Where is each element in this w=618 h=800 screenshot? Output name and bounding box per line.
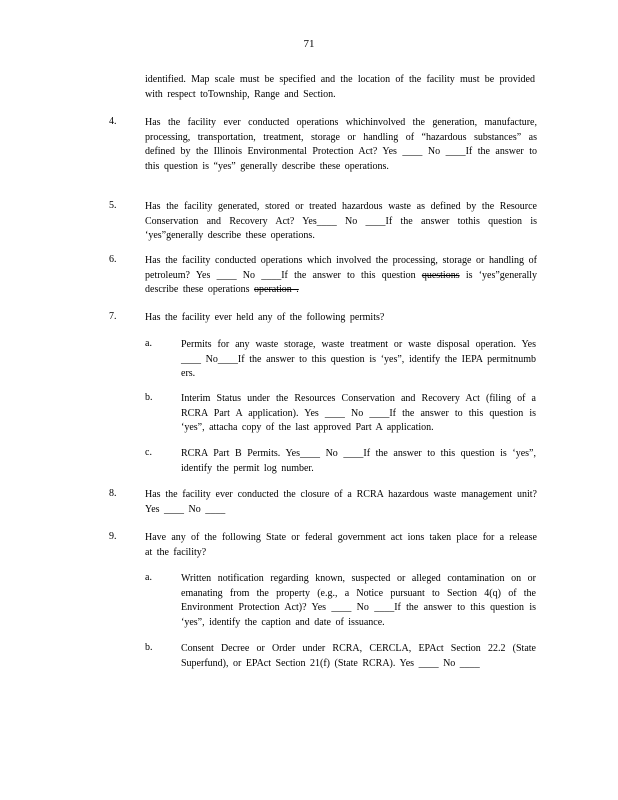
question-text: Has the facility ever held any of the following permits? xyxy=(145,312,385,323)
struck-word: questions xyxy=(421,269,460,281)
sub-letter: b. xyxy=(145,392,153,403)
sub-letter: c. xyxy=(145,447,152,458)
sub-text: Permits for any waste storage, waste treatment or waste disposal operation. Yes ____ No____If the answer to this question is ‘yes”, identify the IEPA permitnumb ers. xyxy=(181,339,536,379)
sub-text: RCRA Part B Permits. Yes____ No ____If the answer to this question is ‘yes”, identify the permit log number. xyxy=(181,448,536,474)
question-text-part: is ‘yes”generally describe these operations xyxy=(145,269,537,295)
sub-letter: a. xyxy=(145,338,152,349)
question-number: 6. xyxy=(109,254,117,265)
question-number: 7. xyxy=(109,311,117,322)
question-number: 5. xyxy=(109,200,117,211)
question-number: 8. xyxy=(109,488,117,499)
struck-word: operation . xyxy=(254,284,299,295)
question-text: Has the facility ever conducted the closure of a RCRA hazardous waste management unit? Yes ____ No ____ xyxy=(145,489,537,515)
question-text xyxy=(145,254,537,298)
sub-text: Written notification regarding known, suspected or alleged contamination on or emanating from the property (e.g., a Notice pursuant to Section 4(q) of the Environment Protection Act)? Yes ____ No ____If the answer to this question is ‘yes”, identify the caption and date of issuance. xyxy=(181,573,536,628)
question-text: Has the facility ever conducted operations whichinvolved the generation, manufacture, processing, transportation, treatment, storage or handling of “hazardous substances” as defined by the Illinois Environmental Protection Act? Yes ____ No ____If the answer to this question is “yes” generally describe these operations. xyxy=(145,117,537,172)
page-number: 71 xyxy=(303,38,315,50)
question-text-part: Has the facility conducted operations which involved the processing, storage or handling of petroleum? Yes ____ No ____If the answer to this question xyxy=(145,255,537,281)
sub-letter: a. xyxy=(145,572,152,583)
question-number: 9. xyxy=(109,531,117,542)
question-number: 4. xyxy=(109,116,117,127)
sub-letter: b. xyxy=(145,642,153,653)
sub-text: Consent Decree or Order under RCRA, CERCLA, EPAct Section 22.2 (State Superfund), or EPAct Section 21(f) (State RCRA). Yes ____ No ____ xyxy=(181,643,536,669)
sub-text: Interim Status under the Resources Conservation and Recovery Act (filing of a RCRA Part A application). Yes ____ No ____If the answer to this question is ‘yes”, attacha copy of the last approved Part A application. xyxy=(181,393,536,433)
question-text: Has the facility generated, stored or treated hazardous waste as defined by the Resource Conservation and Recovery Act? Yes____ No ____If the answer tothis question is ‘yes”generally describe these operations. xyxy=(145,201,537,241)
question-text: Have any of the following State or federal government act ions taken place for a release at the facility? xyxy=(145,532,537,558)
intro-paragraph: identified. Map scale must be specified and the location of the facility must be provided with respect toTownship, Range and Section. xyxy=(145,74,535,100)
